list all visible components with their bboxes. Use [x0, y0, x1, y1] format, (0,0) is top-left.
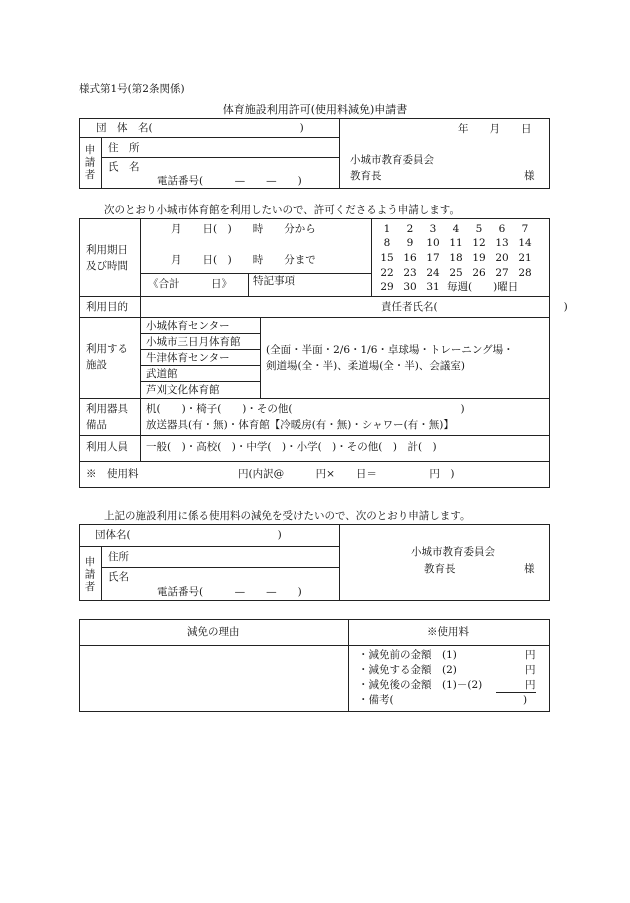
calendar-day[interactable]: 11 [449, 237, 463, 249]
form-title: 体育施設利用許可(使用料減免)申請書 [222, 103, 408, 116]
calendar-day[interactable]: 30 [403, 281, 417, 293]
facility-option[interactable]: 芦刈文化体育館 [146, 384, 220, 396]
calendar-day[interactable]: 22 [380, 267, 394, 279]
intro-text: 次のとおり小城市体育館を利用したいので、許可くださるよう申請します。 [104, 204, 460, 216]
calendar-day[interactable]: 13 [495, 237, 509, 249]
calendar-day[interactable]: 17 [426, 252, 440, 264]
date-line: 年 月 日 [458, 123, 532, 135]
equipment-label-2: 備品 [86, 419, 107, 431]
calendar-day[interactable]: 10 [426, 237, 440, 249]
calendar-day[interactable]: 18 [449, 252, 463, 264]
remarks-field[interactable]: ・備考( [358, 694, 394, 706]
fee-label: ※ 使用料 [86, 468, 139, 480]
calendar-day[interactable]: 4 [452, 223, 460, 235]
yen-unit: 円 [525, 664, 536, 676]
addressee-board: 小城市教育委員会 [350, 154, 434, 166]
addressee-sama: 様 [524, 170, 535, 182]
calendar-day[interactable]: 3 [429, 223, 437, 235]
yen-unit: 円 [525, 649, 536, 661]
org-name-field[interactable]: 団 体 名( ) [96, 122, 304, 134]
calendar-day[interactable]: 1 [383, 223, 391, 235]
period-from[interactable]: 月 日( ) 時 分から [171, 223, 316, 235]
addressee-board-2: 小城市教育委員会 [411, 546, 495, 558]
calendar-day[interactable]: 19 [472, 252, 486, 264]
facility-label-2: 施設 [86, 359, 107, 371]
broadcast-line[interactable]: 放送器具(有・無)・体育館【冷暖房(有・無)・シャワー(有・無)】 [146, 419, 454, 431]
calendar-day[interactable]: 16 [403, 252, 417, 264]
applicant-label-2: 申請者 [83, 556, 96, 594]
calendar-day[interactable]: 28 [518, 267, 532, 279]
addressee-sama-2: 様 [524, 563, 535, 575]
calendar-day[interactable]: 31 [426, 281, 440, 293]
form-number: 様式第1号(第2条関係) [79, 83, 185, 95]
period-total[interactable]: 《合計 日》 [148, 278, 232, 290]
calendar-day[interactable]: 5 [475, 223, 483, 235]
calendar-day[interactable]: 8 [383, 237, 391, 249]
facility-scope-note-2[interactable]: 剣道場(全・半)、柔道場(全・半)、会議室) [266, 360, 465, 372]
calendar-day[interactable]: 6 [498, 223, 506, 235]
calendar-day[interactable]: 2 [406, 223, 414, 235]
people-count[interactable]: 一般( )・高校( )・中学( )・小学( )・その他( ) 計( ) [146, 441, 437, 453]
special-notes[interactable]: 特記事項 [253, 275, 295, 287]
calendar-day[interactable]: 24 [426, 267, 440, 279]
calendar-day[interactable]: 14 [518, 237, 532, 249]
calendar-day[interactable]: 7 [521, 223, 529, 235]
reduction-amount-label: ・減免する金額 (2) [358, 664, 457, 676]
calendar-day[interactable]: 21 [518, 252, 532, 264]
weekly-day[interactable]: 毎週( )曜日 [447, 281, 519, 293]
fee-header: ※使用料 [427, 626, 469, 638]
address-field-2[interactable]: 住所 [108, 551, 129, 563]
calendar-day[interactable]: 20 [495, 252, 509, 264]
phone-field-2[interactable]: 電話番号( — — ) [157, 586, 302, 598]
people-label: 利用人員 [86, 441, 128, 453]
calendar-day[interactable]: 26 [472, 267, 486, 279]
facility-label-1: 利用する [86, 343, 128, 355]
name-field-2[interactable]: 氏名 [108, 571, 129, 583]
name-field[interactable]: 氏 名 [108, 161, 140, 173]
addressee-head: 教育長 [350, 170, 382, 182]
period-label-1: 利用期日 [86, 244, 128, 256]
equipment-label-1: 利用器具 [86, 403, 128, 415]
applicant-label: 申請者 [83, 144, 96, 182]
after-amount-label: ・減免後の金額 (1)－(2) [358, 679, 483, 691]
calendar-day[interactable]: 15 [380, 252, 394, 264]
org-name-field-2[interactable]: 団体名( ) [95, 529, 282, 541]
responsible-person[interactable]: 責任者氏名( ) [381, 301, 568, 313]
facility-option[interactable]: 小城体育センター [146, 320, 230, 332]
facility-scope-note[interactable]: (全面・半面・2/6・1/6・卓球場・トレーニング場・ [266, 344, 514, 356]
before-amount-label: ・減免前の金額 (1) [358, 649, 457, 661]
calendar-day[interactable]: 29 [380, 281, 394, 293]
period-to[interactable]: 月 日( ) 時 分まで [171, 254, 316, 266]
period-label-2: 及び時間 [86, 260, 128, 272]
calendar-day[interactable]: 9 [406, 237, 414, 249]
reduction-intro: 上記の施設利用に係る使用料の減免を受けたいので、次のとおり申請します。 [104, 510, 471, 522]
reason-header: 減免の理由 [187, 626, 240, 638]
facility-option[interactable]: 小城市三日月体育館 [146, 336, 241, 348]
phone-field[interactable]: 電話番号( — — ) [157, 175, 302, 187]
address-field[interactable]: 住 所 [108, 142, 140, 154]
facility-option[interactable]: 武道館 [146, 368, 178, 380]
purpose-label: 利用目的 [86, 301, 128, 313]
remarks-close: ) [523, 694, 528, 706]
facility-option[interactable]: 牛津体育センター [146, 352, 230, 364]
calendar-day[interactable]: 12 [472, 237, 486, 249]
fee-breakdown[interactable]: 円(内訳@ 円× 日＝ 円 ) [238, 468, 455, 480]
equipment-line[interactable]: 机( )・椅子( )・その他( ) [146, 403, 465, 415]
yen-unit: 円 [525, 679, 536, 691]
addressee-head-2: 教育長 [424, 563, 456, 575]
calendar-day[interactable]: 25 [449, 267, 463, 279]
calendar-day[interactable]: 23 [403, 267, 417, 279]
calendar-day[interactable]: 27 [495, 267, 509, 279]
